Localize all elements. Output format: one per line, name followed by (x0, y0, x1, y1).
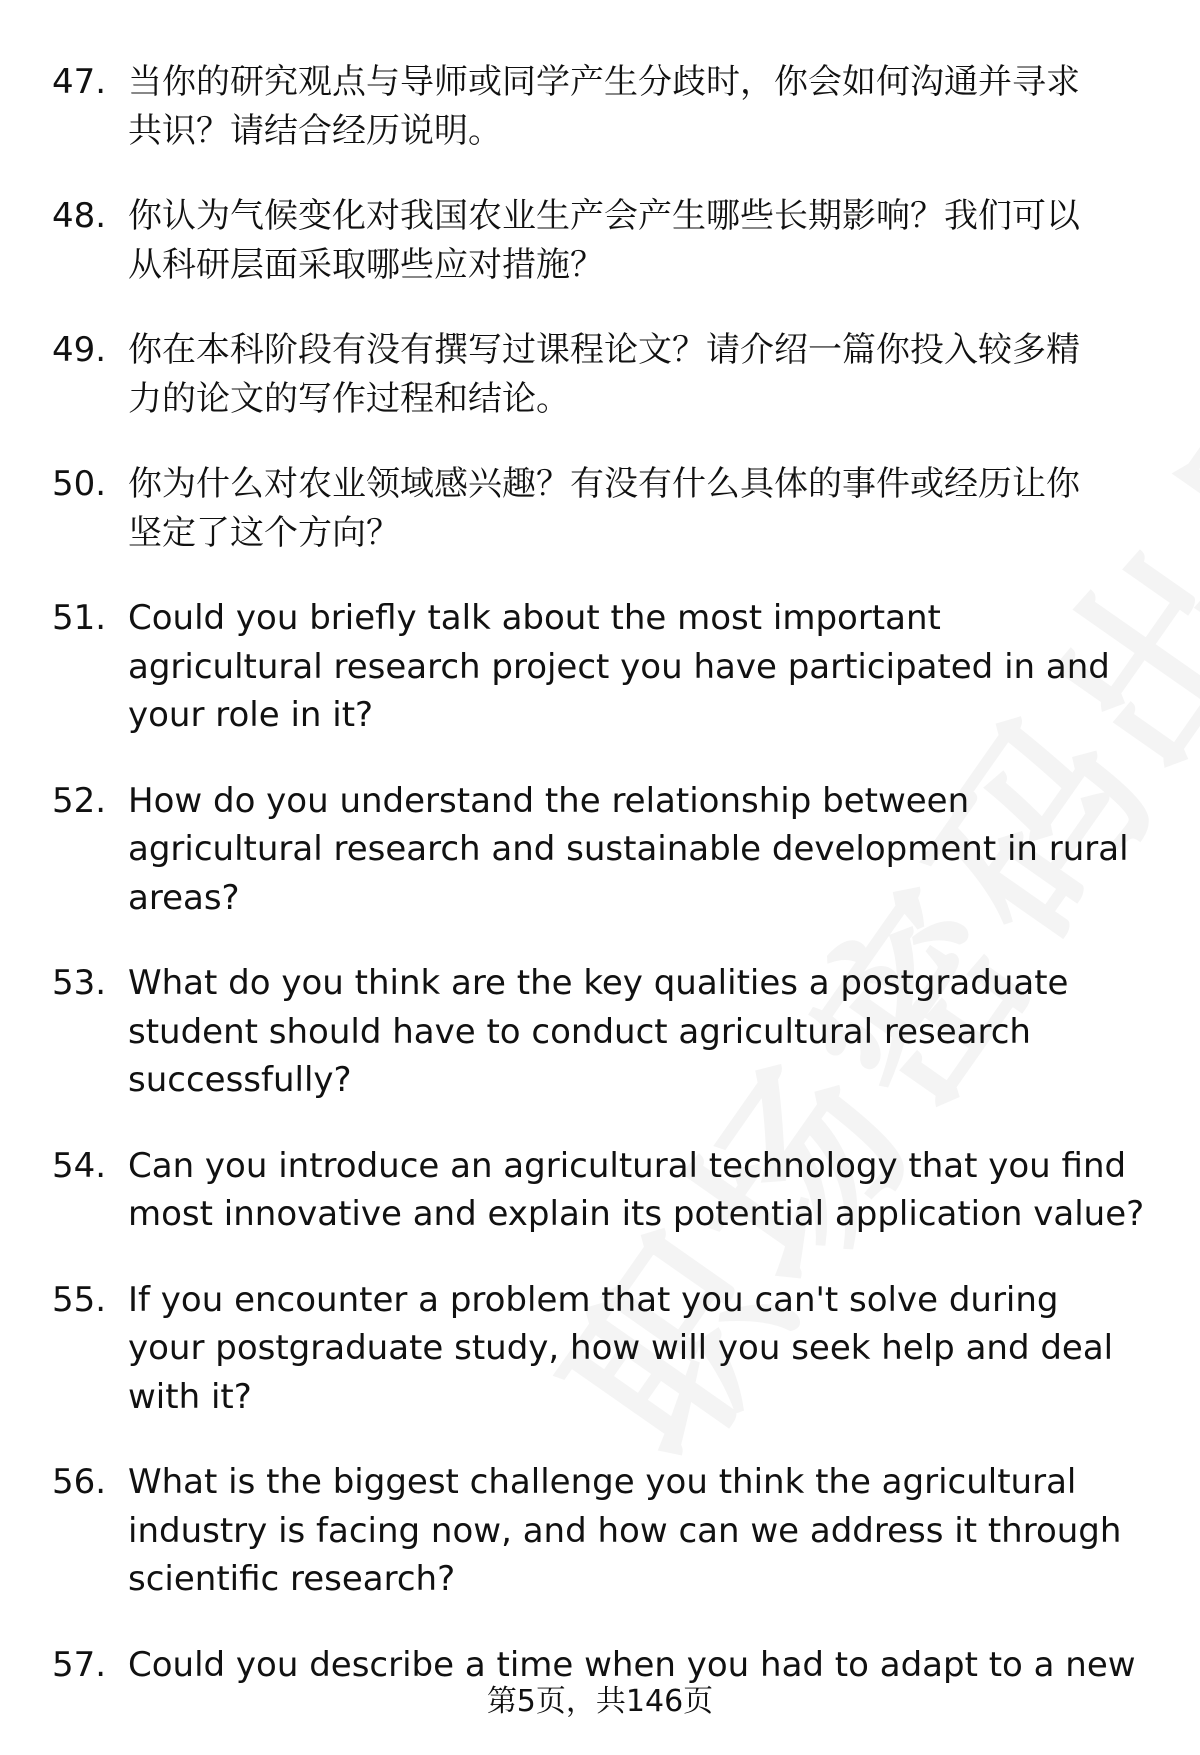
question-text (128, 58, 1152, 155)
question-text (128, 594, 1152, 740)
question-line: 坚定了这个方向？ (128, 512, 400, 553)
question-line: student should have to conduct agricultural research (128, 1011, 1031, 1052)
question-number: 57. (52, 1644, 107, 1685)
question-item (52, 460, 1152, 557)
question-number: 49. (52, 330, 107, 370)
question-text (128, 1276, 1152, 1422)
question-line: with it? (128, 1376, 252, 1417)
question-line: 力的论文的写作过程和结论。 (128, 378, 570, 419)
question-line: 你为什么对农业领域感兴趣？有没有什么具体的事件或经历让你 (128, 464, 1080, 504)
question-line: Could you briefly talk about the most important (128, 598, 941, 638)
question-line: If you encounter a problem that you can't solve during (128, 1279, 1059, 1320)
question-number: 53. (52, 963, 107, 1003)
question-item (52, 1458, 1152, 1604)
question-item (52, 1276, 1152, 1422)
question-line: agricultural research project you have participated in and (128, 646, 1110, 687)
question-line: 你认为气候变化对我国农业生产会产生哪些长期影响？我们可以 (128, 196, 1080, 236)
question-line: Can you introduce an agricultural technology that you find (128, 1145, 1127, 1186)
question-number: 47. (52, 62, 107, 102)
question-text (128, 192, 1152, 289)
question-number: 50. (52, 464, 107, 504)
question-text (128, 1458, 1152, 1604)
question-text (128, 777, 1152, 923)
question-item (52, 58, 1152, 155)
question-line: What is the biggest challenge you think the agricultural (128, 1462, 1077, 1502)
question-number: 56. (52, 1462, 107, 1502)
question-number: 48. (52, 196, 107, 236)
question-text (128, 326, 1152, 423)
question-line: scientific research? (128, 1559, 456, 1599)
question-line: 共识？请结合经历说明。 (128, 110, 502, 151)
question-item (52, 326, 1152, 423)
question-number: 55. (52, 1279, 107, 1320)
question-item (52, 594, 1152, 740)
question-item (52, 777, 1152, 923)
page-footer (0, 1682, 1200, 1722)
question-line: 你在本科阶段有没有撰写过课程论文？请介绍一篇你投入较多精 (128, 330, 1080, 370)
page-number-label: 第5页，共146页 (486, 1684, 714, 1719)
question-item (52, 959, 1152, 1105)
question-text (128, 1142, 1152, 1239)
question-line: most innovative and explain its potential application value? (128, 1194, 1145, 1234)
question-line: agricultural research and sustainable development in rural (128, 829, 1129, 869)
question-line: 当你的研究观点与导师或同学产生分歧时，你会如何沟通并寻求 (128, 62, 1080, 102)
question-list (52, 58, 1152, 1726)
question-line: 从科研层面采取哪些应对措施？ (128, 244, 604, 285)
question-line: industry is facing now, and how can we address it through (128, 1510, 1122, 1551)
question-item (52, 1142, 1152, 1239)
question-line: How do you understand the relationship between (128, 780, 970, 821)
question-text (128, 959, 1152, 1105)
question-line: What do you think are the key qualities a postgraduate (128, 963, 1069, 1003)
question-number: 54. (52, 1145, 107, 1186)
question-line: your postgraduate study, how will you seek help and deal (128, 1328, 1114, 1368)
question-text (128, 460, 1152, 557)
question-line: successfully? (128, 1060, 352, 1100)
question-line: areas? (128, 877, 240, 918)
question-number: 51. (52, 598, 107, 638)
question-number: 52. (52, 780, 107, 821)
question-item (52, 192, 1152, 289)
question-line: Could you describe a time when you had to adapt to a new (128, 1644, 1136, 1685)
question-line: your role in it? (128, 695, 374, 735)
